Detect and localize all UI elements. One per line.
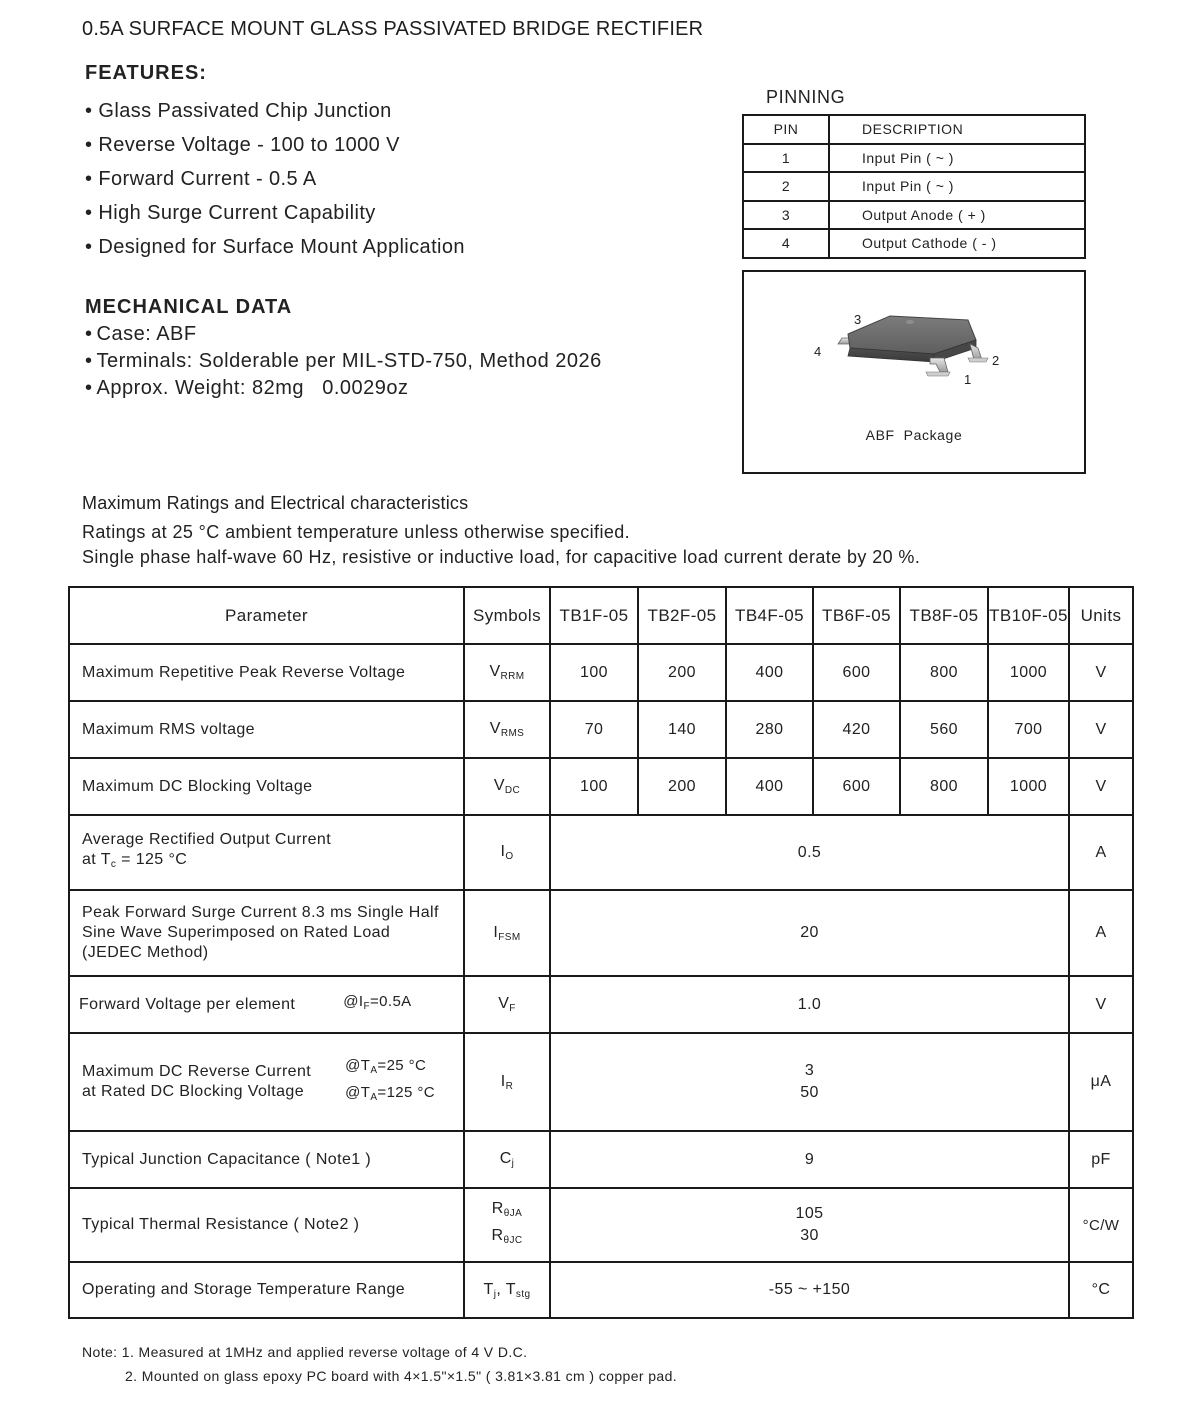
package-label: ABF Package (865, 427, 963, 443)
parameter-cell: Maximum DC Reverse Current at Rated DC Blocking Voltage $@T_A=25$ °C $@T_A=125$ °C (69, 1033, 464, 1131)
mechanical-item: • Case: ABF (85, 321, 602, 348)
value-cell: 70 (550, 701, 638, 758)
pinning-heading: PINNING (766, 87, 846, 107)
pin-description: Output Anode ( + ) (829, 201, 1085, 230)
pin-number: 4 (743, 229, 829, 258)
unit-cell: °C/W (1069, 1188, 1133, 1262)
parameter-cell: Maximum Repetitive Peak Reverse Voltage (69, 644, 464, 701)
ratings-heading: Maximum Ratings and Electrical characteristics (82, 493, 469, 513)
table-row (743, 144, 1085, 173)
ratings-note: Ratings at 25 °C ambient temperature unless otherwise specified. (82, 522, 631, 542)
value-cell: 100 (550, 758, 638, 815)
symbols-header: Symbols (464, 587, 550, 644)
pin-number: 1 (743, 144, 829, 173)
pin-description: Input Pin ( ~ ) (829, 144, 1085, 173)
value-cell: 3 50 (550, 1033, 1069, 1131)
value-cell: 400 (726, 644, 813, 701)
feature-item: • High Surge Current Capability (85, 196, 465, 230)
parameter-cell: Operating and Storage Temperature Range (69, 1262, 464, 1318)
unit-cell: A (1069, 815, 1133, 890)
pin-label-4: 4 (814, 344, 822, 359)
table-row (69, 890, 1133, 976)
model-header: TB1F-05 (550, 587, 638, 644)
value-cell: 1000 (988, 644, 1069, 701)
note-line: Note: 1. Measured at 1MHz and applied reverse voltage of 4 V D.C. (82, 1344, 528, 1360)
symbol-cell: $T_j$, $T_{stg}$ (464, 1262, 550, 1318)
ratings-table (68, 586, 1134, 1319)
table-row (69, 1033, 1133, 1131)
unit-cell: °C (1069, 1262, 1133, 1318)
mechanical-list (85, 321, 602, 402)
table-row (69, 1131, 1133, 1188)
unit-cell: μA (1069, 1033, 1133, 1131)
value-cell: 200 (638, 758, 726, 815)
mechanical-item: • Approx. Weight: 82mg 0.0029oz (85, 375, 602, 402)
unit-cell: V (1069, 701, 1133, 758)
value-cell: -55 ~ +150 (550, 1262, 1069, 1318)
pin-label-3: 3 (854, 312, 862, 327)
parameter-header: Parameter (69, 587, 464, 644)
pin-number: 2 (743, 172, 829, 201)
symbol-cell: $R_{\theta JA}$ $R_{\theta JC}$ (464, 1188, 550, 1262)
features-list (85, 94, 465, 264)
value-cell: 1.0 (550, 976, 1069, 1033)
mechanical-item: • Terminals: Solderable per MIL-STD-750, Method 2026 (85, 348, 602, 375)
table-row (69, 1188, 1133, 1262)
parameter-cell: Maximum RMS voltage (69, 701, 464, 758)
value-cell: 200 (638, 644, 726, 701)
value-cell: 105 30 (550, 1188, 1069, 1262)
value-cell: 0.5 (550, 815, 1069, 890)
table-row (743, 172, 1085, 201)
pin-label-2: 2 (992, 353, 1000, 368)
parameter-cell: Peak Forward Surge Current 8.3 ms Single Half Sine Wave Superimposed on Rated Load (JEDEC Method) (69, 890, 464, 976)
feature-item: • Designed for Surface Mount Application (85, 230, 465, 264)
value-cell: 400 (726, 758, 813, 815)
features-heading: FEATURES: (85, 62, 207, 84)
pin-label-1: 1 (964, 372, 972, 387)
symbol-cell: $V_F$ (464, 976, 550, 1033)
table-row (69, 758, 1133, 815)
parameter-cell: Average Rectified Output Current at $T_c = 125$ °C (69, 815, 464, 890)
model-header: TB6F-05 (813, 587, 900, 644)
parameter-cell: Typical Thermal Resistance ( Note2 ) (69, 1188, 464, 1262)
table-row (743, 115, 1085, 144)
note-line: 2. Mounted on glass epoxy PC board with 4×1.5"×1.5" ( 3.81×3.81 cm ) copper pad. (125, 1368, 678, 1384)
pinning-table (742, 114, 1086, 259)
value-cell: 140 (638, 701, 726, 758)
symbol-cell: $V_{RMS}$ (464, 701, 550, 758)
feature-item: • Forward Current - 0.5 A (85, 162, 465, 196)
table-row (69, 976, 1133, 1033)
value-cell: 800 (900, 644, 988, 701)
unit-cell: pF (1069, 1131, 1133, 1188)
value-cell: 800 (900, 758, 988, 815)
package-drawing-box (742, 270, 1086, 474)
notes (82, 1340, 677, 1388)
value-cell: 1000 (988, 758, 1069, 815)
symbol-cell: $V_{DC}$ (464, 758, 550, 815)
symbol-cell: $C_j$ (464, 1131, 550, 1188)
model-header: TB4F-05 (726, 587, 813, 644)
model-header: TB10F-05 (988, 587, 1069, 644)
description-header: DESCRIPTION (829, 115, 1085, 144)
table-row (69, 1262, 1133, 1318)
symbol-cell: $I_{FSM}$ (464, 890, 550, 976)
value-cell: 600 (813, 758, 900, 815)
pin-header: PIN (743, 115, 829, 144)
page-title: 0.5A SURFACE MOUNT GLASS PASSIVATED BRIDGE RECTIFIER (82, 18, 704, 40)
unit-cell: A (1069, 890, 1133, 976)
symbol-cell: $I_R$ (464, 1033, 550, 1131)
value-cell: 20 (550, 890, 1069, 976)
pin-description: Input Pin ( ~ ) (829, 172, 1085, 201)
value-cell: 100 (550, 644, 638, 701)
value-cell: 420 (813, 701, 900, 758)
feature-item: • Reverse Voltage - 100 to 1000 V (85, 128, 465, 162)
value-cell: 560 (900, 701, 988, 758)
model-header: TB8F-05 (900, 587, 988, 644)
feature-item: • Glass Passivated Chip Junction (85, 94, 465, 128)
value-cell: 700 (988, 701, 1069, 758)
model-header: TB2F-05 (638, 587, 726, 644)
unit-cell: V (1069, 976, 1133, 1033)
parameter-cell: Forward Voltage per element $@I_F=0.5A$ (69, 976, 464, 1033)
symbol-cell: $I_O$ (464, 815, 550, 890)
table-row (69, 815, 1133, 890)
units-header: Units (1069, 587, 1133, 644)
value-cell: 9 (550, 1131, 1069, 1188)
parameter-cell: Maximum DC Blocking Voltage (69, 758, 464, 815)
pin-description: Output Cathode ( - ) (829, 229, 1085, 258)
symbol-cell: $V_{RRM}$ (464, 644, 550, 701)
pin-number: 3 (743, 201, 829, 230)
mechanical-heading: MECHANICAL DATA (85, 296, 293, 318)
table-row (743, 229, 1085, 258)
value-cell: 280 (726, 701, 813, 758)
table-row (743, 201, 1085, 230)
parameter-cell: Typical Junction Capacitance ( Note1 ) (69, 1131, 464, 1188)
value-cell: 600 (813, 644, 900, 701)
table-row (69, 644, 1133, 701)
unit-cell: V (1069, 644, 1133, 701)
unit-cell: V (1069, 758, 1133, 815)
table-row (69, 701, 1133, 758)
ratings-note: Single phase half-wave 60 Hz, resistive or inductive load, for capacitive load current derate by 20 %. (82, 547, 921, 567)
table-header-row (69, 587, 1133, 644)
